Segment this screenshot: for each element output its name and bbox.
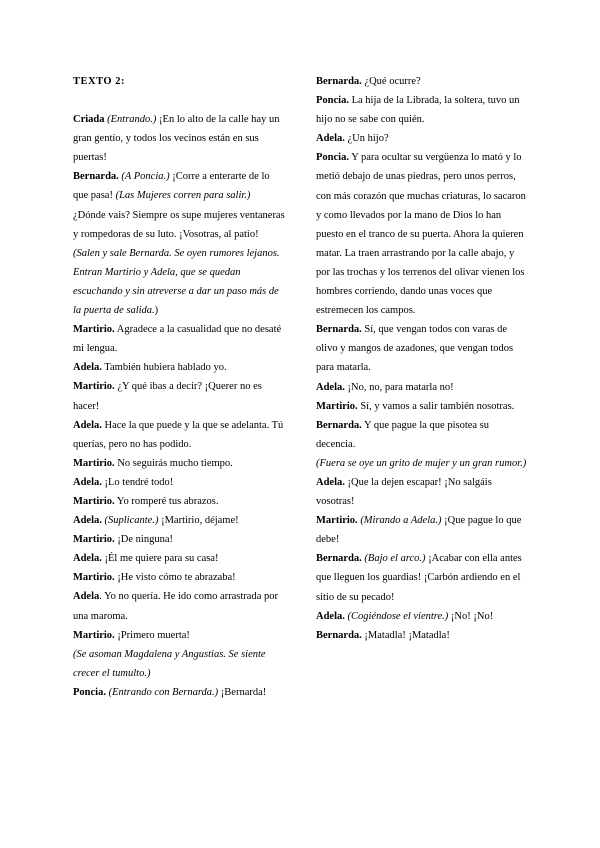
dialogue-text: ¿Y qué ibas a decir? ¡Querer no es hacer! xyxy=(73,381,262,412)
dialogue-text: ¿Dónde vais? Siempre os supe mujeres ventaneras y rompedoras de su luto. ¡Vosotras, al patio! xyxy=(73,209,285,240)
dialogue-text: Hace la que puede y la que se adelanta. Tú querías, pero no has podido. xyxy=(73,419,284,450)
dialogue-paragraph xyxy=(316,397,530,416)
speaker-name: Bernarda. xyxy=(316,553,362,565)
speaker-name: Criada xyxy=(73,114,105,126)
dialogue-text: ¡Corre a enterarte de lo que pasa! xyxy=(73,171,270,202)
dialogue-paragraph xyxy=(73,626,285,645)
speaker-name: Adela. xyxy=(316,476,345,488)
dialogue-paragraph xyxy=(316,416,530,454)
speaker-name: Adela. xyxy=(73,515,102,527)
dialogue-text: . Yo no quería. He ido como arrastrada por una maroma. xyxy=(73,591,278,622)
dialogue-text: ¡He visto cómo te abrazaba! xyxy=(114,572,236,584)
stage-direction: (Fuera se oye un grito de mujer y un gran rumor.) xyxy=(316,457,527,469)
speaker-name: Adela. xyxy=(73,476,102,488)
dialogue-text: ) xyxy=(154,305,159,317)
speaker-name: Martirio. xyxy=(316,515,358,527)
dialogue-paragraph xyxy=(316,91,530,129)
dialogue-paragraph xyxy=(316,607,530,626)
dialogue-paragraph xyxy=(73,110,285,167)
stage-direction: (Entrando.) xyxy=(107,114,157,126)
speaker-name: Bernarda. xyxy=(316,419,362,431)
speaker-name: Poncia. xyxy=(316,152,349,164)
dialogue-text: ¡Bernarda! xyxy=(218,686,267,698)
dialogue-text: Y que pague la que pisotea su decencia. xyxy=(316,419,490,450)
dialogue-paragraph xyxy=(73,530,285,549)
dialogue-paragraph xyxy=(316,320,530,377)
dialogue-text: ¡Lo tendré todo! xyxy=(101,476,174,488)
dialogue-text: Sí, que vengan todos con varas de olivo y mangos de azadones, que vengan todos para matarla. xyxy=(316,324,514,374)
speaker-name: Bernarda. xyxy=(316,76,362,87)
right-column-body xyxy=(316,72,530,645)
speaker-name: Poncia. xyxy=(316,95,349,107)
dialogue-text: ¡No, no, para matarla no! xyxy=(344,381,454,393)
speaker-name: Adela. xyxy=(316,610,345,622)
dialogue-text: ¡De ninguna! xyxy=(114,534,174,546)
dialogue-paragraph xyxy=(73,683,285,702)
dialogue-text: ¡No! ¡No! xyxy=(448,610,494,622)
dialogue-text: ¿Qué ocurre? xyxy=(361,76,421,87)
speaker-name: Bernarda. xyxy=(73,171,119,183)
dialogue-paragraph xyxy=(316,72,530,91)
stage-direction: (Mirando a Adela.) xyxy=(360,515,442,527)
speaker-name: Poncia. xyxy=(73,686,106,698)
dialogue-text: ¡Que la dejen escapar! ¡No salgáis vosotras! xyxy=(316,476,492,508)
dialogue-text: No seguirás mucho tiempo. xyxy=(114,457,233,469)
dialogue-text: ¡Matadla! ¡Matadla! xyxy=(361,629,450,641)
left-column xyxy=(73,72,285,702)
dialogue-paragraph xyxy=(73,645,285,683)
stage-direction: (Se asoman Magdalena y Angustias. Se siente crecer el tumulto.) xyxy=(73,648,266,679)
speaker-name: Adela. xyxy=(73,362,102,374)
left-column-body xyxy=(73,110,285,702)
stage-direction: (Entrando con Bernarda.) xyxy=(108,686,219,698)
dialogue-paragraph xyxy=(73,473,285,492)
dialogue-paragraph xyxy=(73,416,285,454)
stage-direction: (Cogiéndose el vientre.) xyxy=(347,610,449,622)
speaker-name: Martirio. xyxy=(73,572,115,584)
dialogue-text: ¡Primero muerta! xyxy=(114,629,190,641)
dialogue-text: Agradece a la casualidad que no desaté mi lengua. xyxy=(73,324,282,355)
dialogue-paragraph xyxy=(73,320,285,358)
stage-direction: (Salen y sale Bernarda. Se oyen rumores lejanos. Entran Martirio y Adela, que se quedan escuchando y sin atreverse a dar un paso más de la puerta de salida. xyxy=(73,247,280,317)
dialogue-paragraph xyxy=(73,358,285,377)
speaker-name: Martirio. xyxy=(73,324,115,336)
stage-direction: (Suplicante.) xyxy=(104,515,159,527)
dialogue-text: Y para ocultar su vergüenza lo mató y lo metió debajo de unas piedras, pero unos perros, con más corazón que muchas criaturas, lo sacaron y como llevados por la mano de Dios lo han puesto en el tranco de su puerta. Ahora la quieren matar. La traen arrastrando por la calle abajo, y por las trochas y los terrenos del olivar vienen los hombres corriendo, dando unas voces que estremecen los campos. xyxy=(316,152,526,317)
stage-direction: (Bajo el arco.) xyxy=(364,553,426,565)
speaker-name: Martirio. xyxy=(73,381,115,393)
speaker-name: Adela xyxy=(73,591,100,603)
dialogue-paragraph xyxy=(73,377,285,415)
speaker-name: Bernarda. xyxy=(316,629,362,641)
dialogue-paragraph xyxy=(73,167,285,243)
dialogue-paragraph xyxy=(316,454,530,473)
speaker-name: Martirio. xyxy=(73,495,115,507)
dialogue-text: ¡En lo alto de la calle hay un gran gentío, y todos los vecinos están en sus puertas! xyxy=(73,114,280,164)
dialogue-paragraph xyxy=(73,568,285,587)
dialogue-text: ¡Martirio, déjame! xyxy=(158,515,239,527)
stage-direction: (Las Mujeres corren para salir.) xyxy=(115,190,251,202)
dialogue-text: Sí, y vamos a salir también nosotras. xyxy=(357,400,515,412)
dialogue-text: ¿Un hijo? xyxy=(344,133,389,145)
document-title: TEXTO 2: xyxy=(73,76,125,87)
dialogue-paragraph xyxy=(316,378,530,397)
speaker-name: Martirio. xyxy=(73,534,115,546)
dialogue-paragraph xyxy=(316,549,530,606)
dialogue-text: También hubiera hablado yo. xyxy=(101,362,227,374)
dialogue-paragraph xyxy=(73,587,285,625)
dialogue-paragraph xyxy=(73,511,285,530)
dialogue-text: ¡Acabar con ella antes que lleguen los guardias! ¡Carbón ardiendo en el sitio de su pecado! xyxy=(316,553,522,603)
speaker-name: Adela. xyxy=(316,381,345,393)
dialogue-paragraph xyxy=(73,244,285,320)
speaker-name: Martirio. xyxy=(73,629,115,641)
dialogue-text: ¡Él me quiere para su casa! xyxy=(101,553,219,565)
speaker-name: Martirio. xyxy=(316,400,358,412)
dialogue-paragraph xyxy=(316,626,530,645)
speaker-name: Martirio. xyxy=(73,457,115,469)
dialogue-paragraph xyxy=(73,454,285,473)
stage-direction: (A Poncia.) xyxy=(121,171,170,183)
speaker-name: Adela. xyxy=(73,553,102,565)
dialogue-paragraph xyxy=(73,549,285,568)
dialogue-paragraph xyxy=(316,148,530,320)
dialogue-text: La hija de la Librada, la soltera, tuvo un hijo no se sabe con quién. xyxy=(316,95,520,126)
dialogue-text: ¡Que pague lo que debe! xyxy=(316,515,522,546)
speaker-name: Bernarda. xyxy=(316,324,362,336)
dialogue-paragraph xyxy=(316,129,530,148)
dialogue-text: Yo romperé tus abrazos. xyxy=(114,495,219,507)
speaker-name: Adela. xyxy=(73,419,102,431)
right-column xyxy=(316,72,530,645)
dialogue-paragraph xyxy=(316,473,530,511)
dialogue-paragraph xyxy=(316,511,530,549)
speaker-name: Adela. xyxy=(316,133,345,145)
dialogue-paragraph xyxy=(73,492,285,511)
